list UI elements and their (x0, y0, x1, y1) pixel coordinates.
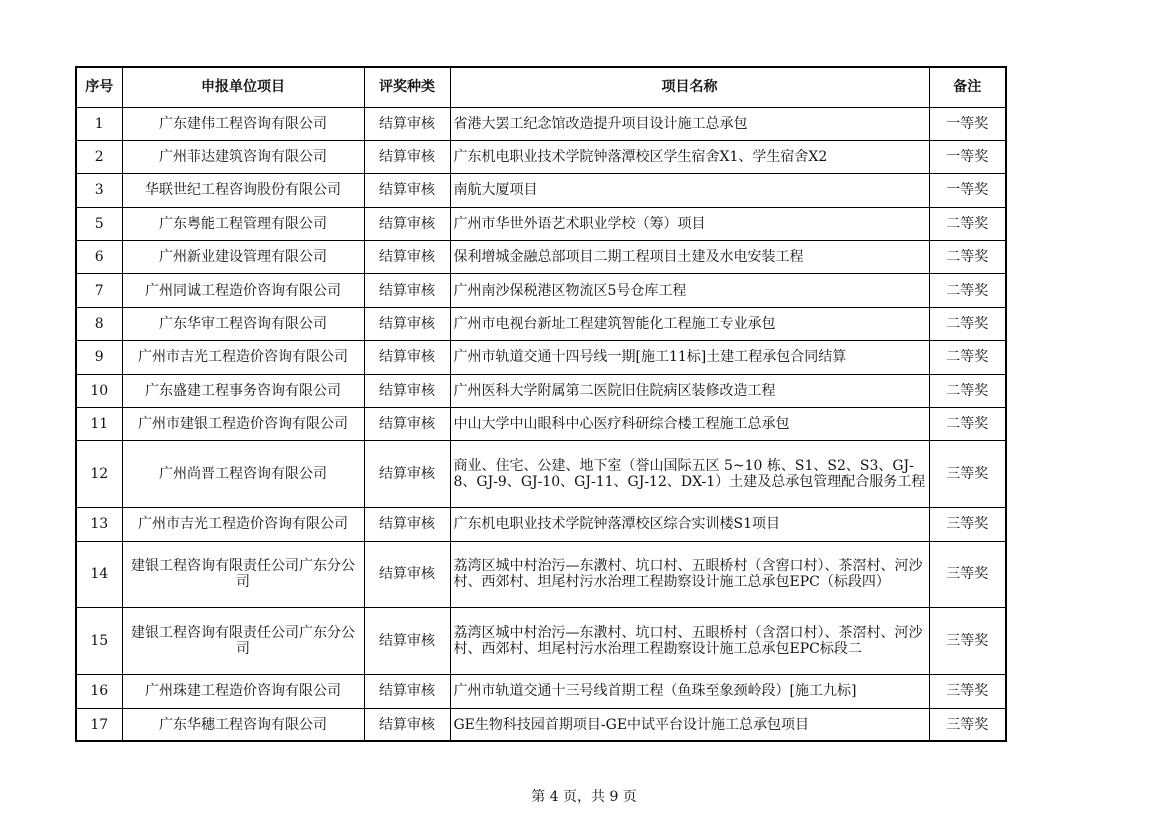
cell-remark: 二等奖 (929, 207, 1006, 240)
cell-seq: 1 (76, 107, 122, 140)
cell-unit: 建银工程咨询有限责任公司广东分公司 (122, 541, 364, 608)
table-row (76, 608, 1006, 675)
cell-unit: 广东建伟工程咨询有限公司 (122, 107, 364, 140)
header-remark: 备注 (929, 67, 1006, 107)
cell-category: 结算审核 (364, 374, 450, 407)
cell-seq: 5 (76, 207, 122, 240)
cell-seq: 11 (76, 408, 122, 441)
cell-seq: 10 (76, 374, 122, 407)
cell-seq: 9 (76, 341, 122, 374)
cell-unit: 广东粤能工程管理有限公司 (122, 207, 364, 240)
cell-seq: 16 (76, 675, 122, 708)
cell-category: 结算审核 (364, 441, 450, 508)
cell-unit: 广州菲达建筑咨询有限公司 (122, 140, 364, 173)
cell-seq: 3 (76, 174, 122, 207)
header-category: 评奖种类 (364, 67, 450, 107)
table-row (76, 441, 1006, 508)
cell-project: 广州市轨道交通十三号线首期工程（鱼珠至象颈岭段）[施工九标] (450, 675, 929, 708)
table-row (76, 374, 1006, 407)
cell-project: 荔湾区城中村治污—东漖村、坑口村、五眼桥村（含窖口村）、茶滘村、河沙村、西郊村、坦尾村污水治理工程勘察设计施工总承包EPC（标段四） (450, 541, 929, 608)
table-row (76, 241, 1006, 274)
header-seq: 序号 (76, 67, 122, 107)
cell-unit: 广东华穗工程咨询有限公司 (122, 708, 364, 741)
cell-remark: 三等奖 (929, 508, 1006, 541)
cell-seq: 7 (76, 274, 122, 307)
table-row (76, 675, 1006, 708)
cell-category: 结算审核 (364, 140, 450, 173)
table-row (76, 541, 1006, 608)
table-row (76, 708, 1006, 741)
table-row (76, 174, 1006, 207)
cell-category: 结算审核 (364, 408, 450, 441)
table-row (76, 307, 1006, 340)
cell-remark: 三等奖 (929, 441, 1006, 508)
cell-category: 结算审核 (364, 307, 450, 340)
table-row (76, 140, 1006, 173)
cell-category: 结算审核 (364, 241, 450, 274)
cell-project: 省港大罢工纪念馆改造提升项目设计施工总承包 (450, 107, 929, 140)
cell-unit: 广州同诚工程造价咨询有限公司 (122, 274, 364, 307)
cell-remark: 三等奖 (929, 708, 1006, 741)
cell-unit: 建银工程咨询有限责任公司广东分公司 (122, 608, 364, 675)
table-row (76, 274, 1006, 307)
header-unit: 申报单位项目 (122, 67, 364, 107)
cell-remark: 二等奖 (929, 341, 1006, 374)
cell-category: 结算审核 (364, 341, 450, 374)
cell-category: 结算审核 (364, 107, 450, 140)
cell-remark: 二等奖 (929, 241, 1006, 274)
cell-project: 中山大学中山眼科中心医疗科研综合楼工程施工总承包 (450, 408, 929, 441)
cell-remark: 三等奖 (929, 675, 1006, 708)
table-row (76, 207, 1006, 240)
cell-project: 商业、住宅、公建、地下室（誉山国际五区 5~10 栋、S1、S2、S3、GJ-8、GJ-9、GJ-10、GJ-11、GJ-12、DX-1）土建及总承包管理配合服务工程 (450, 441, 929, 508)
cell-unit: 广州尚晋工程咨询有限公司 (122, 441, 364, 508)
cell-project: 荔湾区城中村治污—东漖村、坑口村、五眼桥村（含滘口村）、茶滘村、河沙村、西郊村、坦尾村污水治理工程勘察设计施工总承包EPC标段二 (450, 608, 929, 675)
header-row (76, 67, 1006, 107)
cell-unit: 广东华审工程咨询有限公司 (122, 307, 364, 340)
cell-seq: 14 (76, 541, 122, 608)
page-footer: 第 4 页，共 9 页 (531, 789, 637, 805)
cell-remark: 二等奖 (929, 307, 1006, 340)
cell-seq: 13 (76, 508, 122, 541)
cell-category: 结算审核 (364, 675, 450, 708)
cell-project: 广州医科大学附属第二医院旧住院病区装修改造工程 (450, 374, 929, 407)
cell-category: 结算审核 (364, 174, 450, 207)
cell-remark: 一等奖 (929, 174, 1006, 207)
table-row (76, 408, 1006, 441)
table-row (76, 508, 1006, 541)
cell-unit: 广州市吉光工程造价咨询有限公司 (122, 508, 364, 541)
cell-project: 保利增城金融总部项目二期工程项目土建及水电安装工程 (450, 241, 929, 274)
cell-unit: 广州市建银工程造价咨询有限公司 (122, 408, 364, 441)
table-row (76, 341, 1006, 374)
cell-seq: 8 (76, 307, 122, 340)
cell-category: 结算审核 (364, 541, 450, 608)
cell-unit: 广州珠建工程造价咨询有限公司 (122, 675, 364, 708)
cell-unit: 华联世纪工程咨询股份有限公司 (122, 174, 364, 207)
cell-project: 广州市轨道交通十四号线一期[施工11标]土建工程承包合同结算 (450, 341, 929, 374)
cell-seq: 12 (76, 441, 122, 508)
cell-remark: 三等奖 (929, 608, 1006, 675)
cell-project: 广东机电职业技术学院钟落潭校区学生宿舍X1、学生宿舍X2 (450, 140, 929, 173)
cell-unit: 广州新业建设管理有限公司 (122, 241, 364, 274)
cell-remark: 二等奖 (929, 408, 1006, 441)
cell-project: 南航大厦项目 (450, 174, 929, 207)
awards-table (75, 66, 1007, 742)
cell-category: 结算审核 (364, 508, 450, 541)
cell-project: 广州市电视台新址工程建筑智能化工程施工专业承包 (450, 307, 929, 340)
cell-unit: 广州市吉光工程造价咨询有限公司 (122, 341, 364, 374)
header-project: 项目名称 (450, 67, 929, 107)
cell-project: 广州市华世外语艺术职业学校（筹）项目 (450, 207, 929, 240)
cell-unit: 广东盛建工程事务咨询有限公司 (122, 374, 364, 407)
cell-category: 结算审核 (364, 708, 450, 741)
cell-seq: 17 (76, 708, 122, 741)
cell-category: 结算审核 (364, 274, 450, 307)
cell-project: 广州南沙保税港区物流区5号仓库工程 (450, 274, 929, 307)
cell-remark: 一等奖 (929, 140, 1006, 173)
cell-seq: 15 (76, 608, 122, 675)
cell-remark: 二等奖 (929, 274, 1006, 307)
cell-remark: 二等奖 (929, 374, 1006, 407)
table-row (76, 107, 1006, 140)
cell-category: 结算审核 (364, 207, 450, 240)
cell-seq: 6 (76, 241, 122, 274)
cell-project: 广东机电职业技术学院钟落潭校区综合实训楼S1项目 (450, 508, 929, 541)
cell-seq: 2 (76, 140, 122, 173)
cell-remark: 一等奖 (929, 107, 1006, 140)
cell-remark: 三等奖 (929, 541, 1006, 608)
cell-project: GE生物科技园首期项目-GE中试平台设计施工总承包项目 (450, 708, 929, 741)
cell-category: 结算审核 (364, 608, 450, 675)
